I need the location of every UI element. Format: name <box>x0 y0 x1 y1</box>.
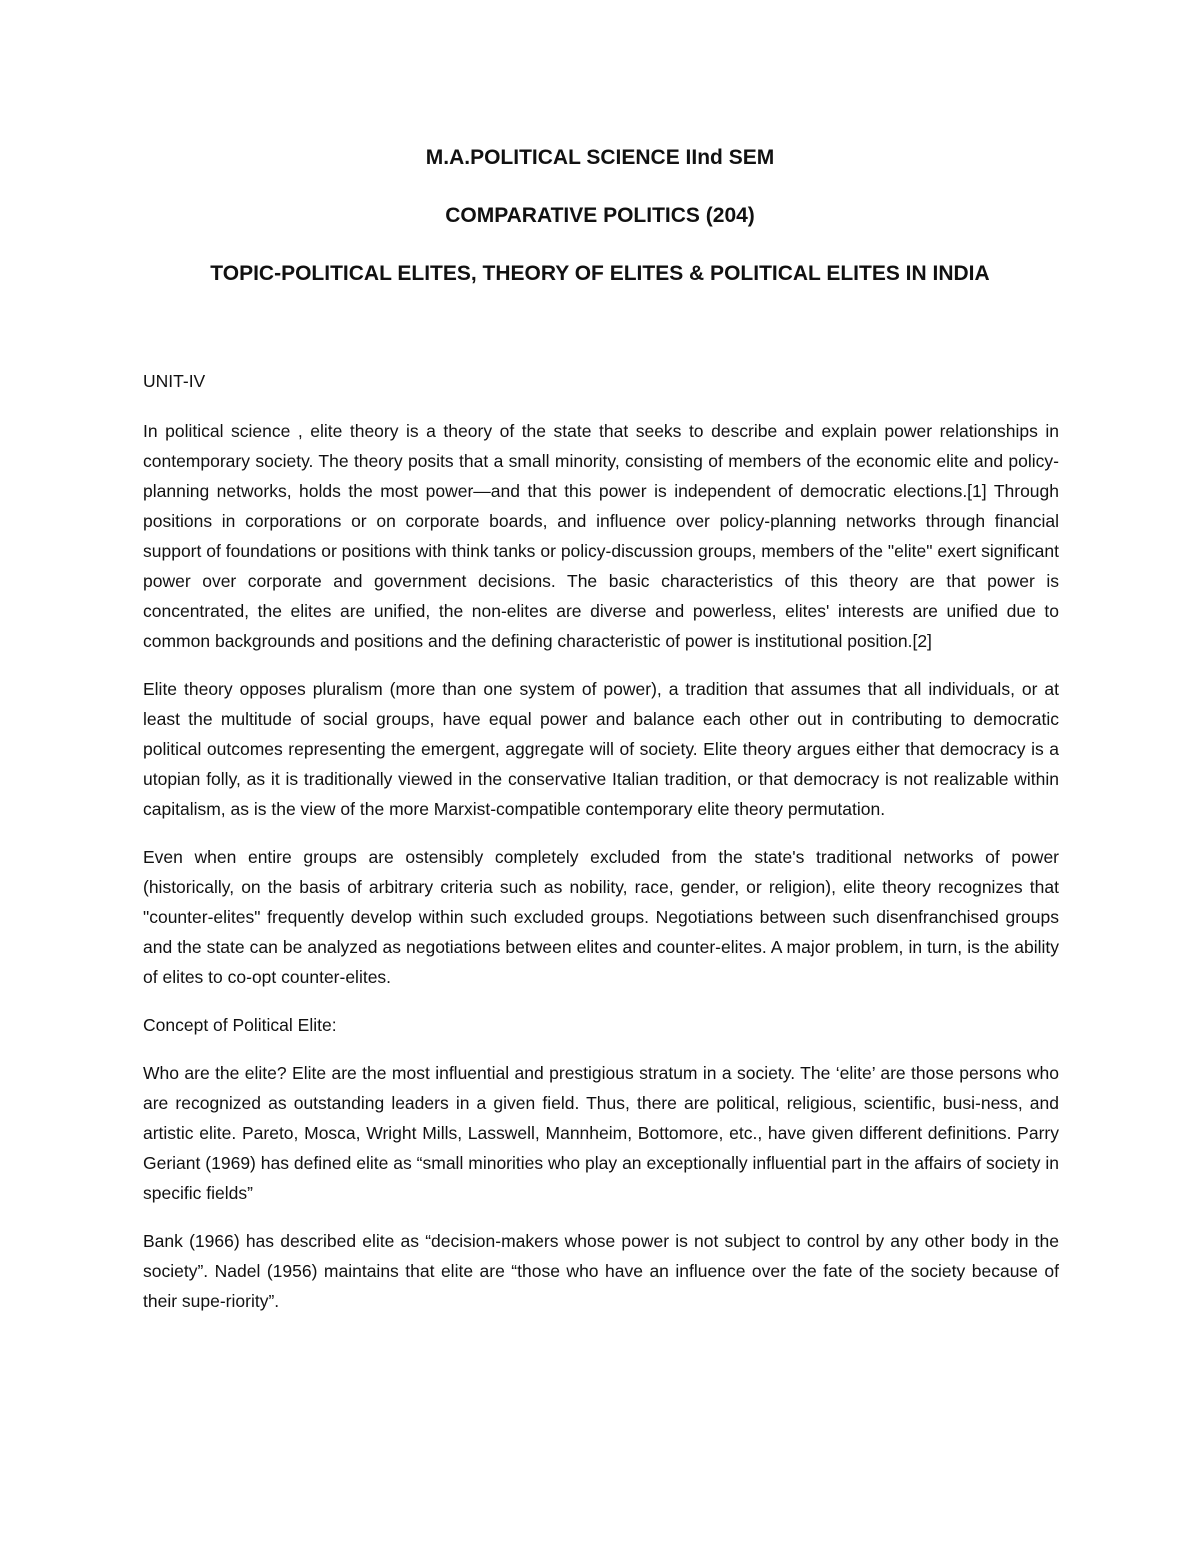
topic-title: TOPIC-POLITICAL ELITES, THEORY OF ELITES & POLITICAL ELITES IN INDIA <box>210 262 990 285</box>
paper-title: COMPARATIVE POLITICS (204) <box>445 204 755 227</box>
paragraph-bank-nadel: Bank (1966) has described elite as “decision-makers whose power is not subject to control by any other body in the society”. Nadel (1956) maintains that elite are “those who have an influence over the fate of the society because of their supe-riority”. <box>143 1231 1059 1311</box>
concept-heading: Concept of Political Elite: <box>143 1015 337 1035</box>
title-block <box>0 143 1200 289</box>
paragraph-elite-theory-intro: In political science , elite theory is a theory of the state that seeks to describe and explain power relationships in contemporary society. The theory posits that a small minority, consisting of members of the economic elite and policy-planning networks, holds the most power—and that this power is independent of democratic elections.[1] Through positions in corporations or on corporate boards, and influence over policy-planning networks through financial support of foundations or positions with think tanks or policy-discussion groups, members of the "elite" exert significant power over corporate and government decisions. The basic characteristics of this theory are that power is concentrated, the elites are unified, the non-elites are diverse and powerless, elites' interests are unified due to common backgrounds and positions and the defining characteristic of power is institutional position.[2] <box>143 421 1059 651</box>
unit-label: UNIT-IV <box>143 371 206 391</box>
paragraph-pluralism: Elite theory opposes pluralism (more than one system of power), a tradition that assumes that all individuals, or at least the multitude of social groups, have equal power and balance each other out in contributing to democratic political outcomes representing the emergent, aggregate will of society. Elite theory argues either that democracy is a utopian folly, as it is traditionally viewed in the conservative Italian tradition, or that democracy is not realizable within capitalism, as is the view of the more Marxist-compatible contemporary elite theory permutation. <box>143 679 1059 819</box>
course-title: M.A.POLITICAL SCIENCE IInd SEM <box>425 146 775 169</box>
document-body <box>143 366 1059 1334</box>
paragraph-counter-elites: Even when entire groups are ostensibly completely excluded from the state's traditional networks of power (historically, on the basis of arbitrary criteria such as nobility, race, gender, or religion), elite theory recognizes that "counter-elites" frequently develop within such excluded groups. Negotiations between such disenfranchised groups and the state can be analyzed as negotiations between elites and counter-elites. A major problem, in turn, is the ability of elites to co-opt counter-elites. <box>143 847 1059 987</box>
paragraph-who-are-elite: Who are the elite? Elite are the most influential and prestigious stratum in a society. The ‘elite’ are those persons who are recognized as outstanding leaders in a given field. Thus, there are political, religious, scientific, busi-ness, and artistic elite. Pareto, Mosca, Wright Mills, Lasswell, Mannheim, Bottomore, etc., have given different definitions. Parry Geriant (1969) has defined elite as “small minorities who play an exceptionally influential part in the affairs of society in specific fields” <box>143 1063 1059 1203</box>
